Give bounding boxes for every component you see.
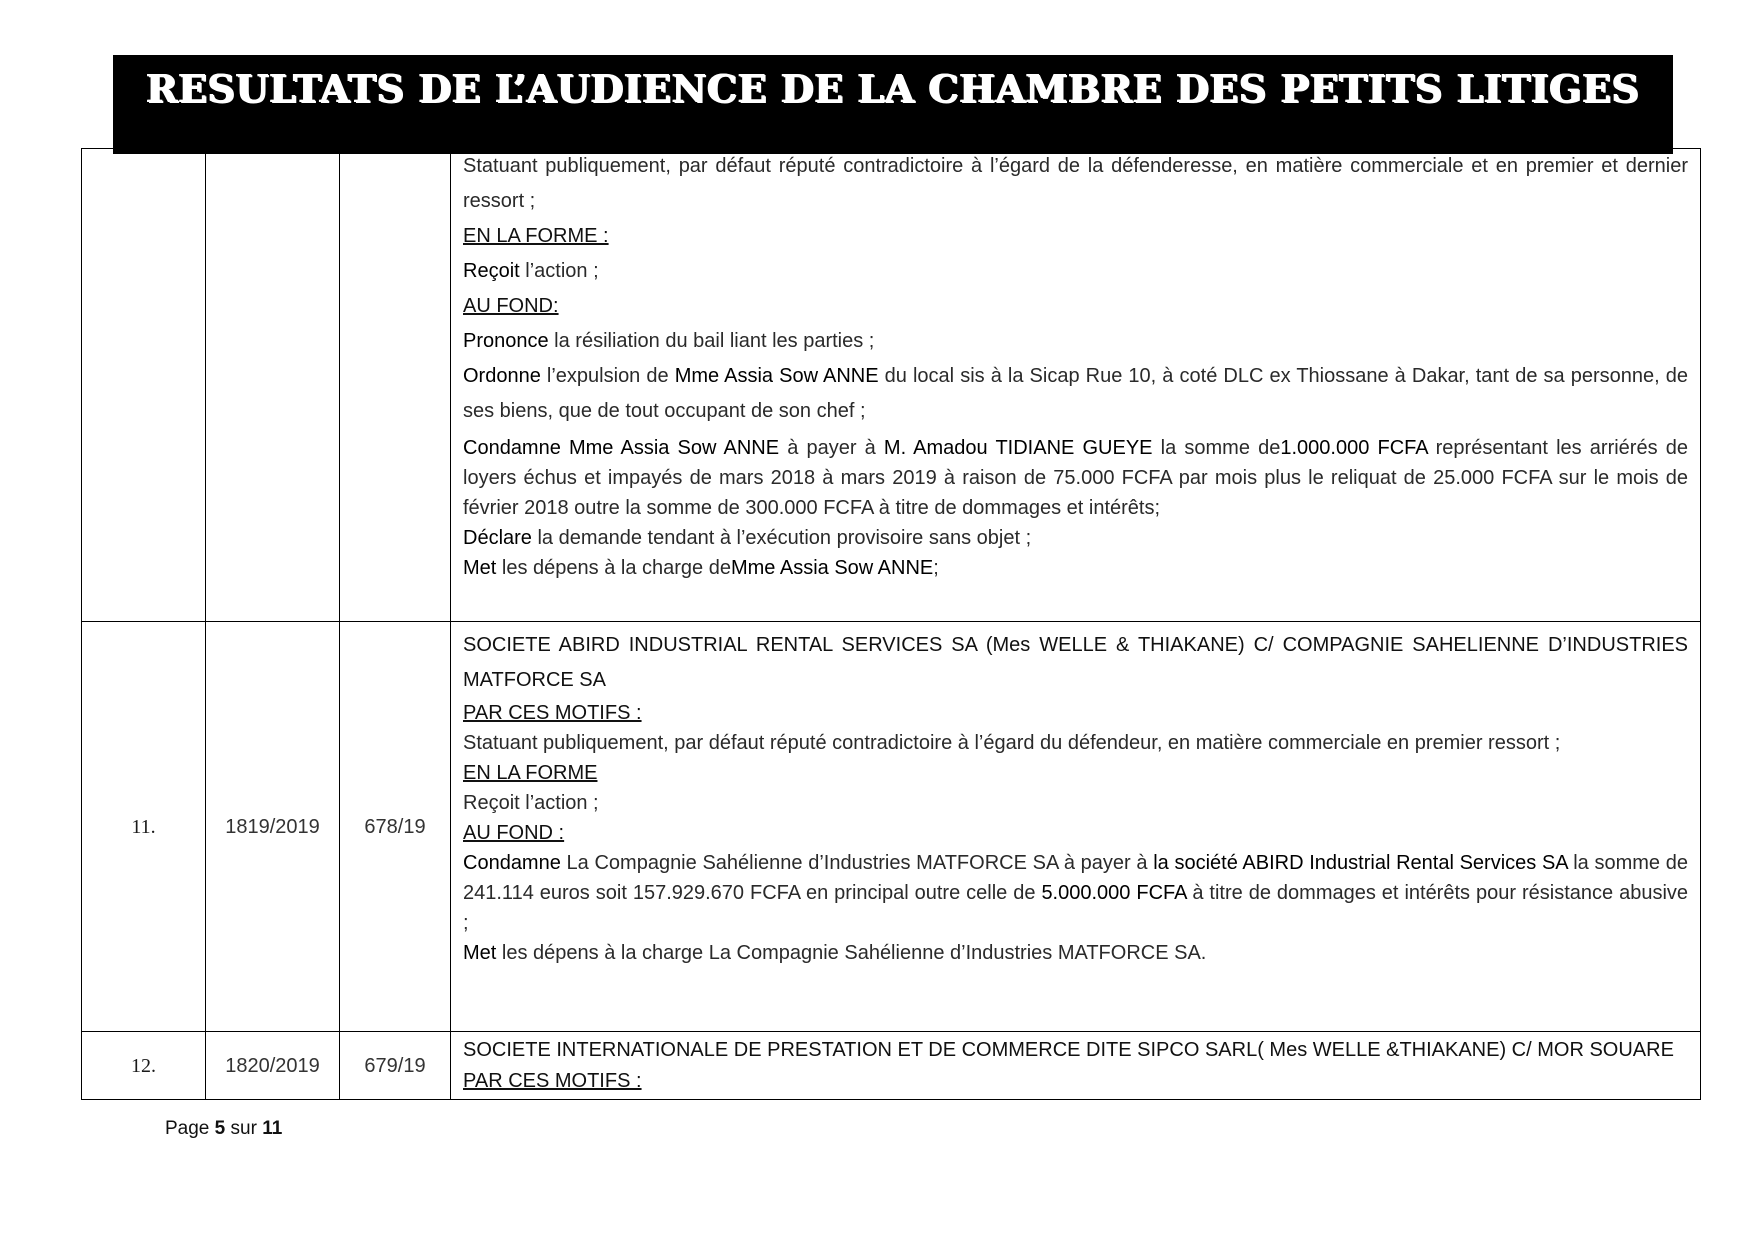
table-row [82,622,1701,1032]
results-table [81,148,1701,1100]
motifs-heading: PAR CES MOTIFS : [463,1070,642,1092]
jg-number: 679/19 [340,1032,451,1100]
ordonne-line: Ordonne l’expulsion de Mme Assia Sow ANNE du local sis à la Sicap Rue 10, à coté DLC ex Thiossane à Dakar, tant de sa personne, de ses biens, que de tout occupant de son chef ; [463,365,1688,422]
condamne-line: Condamne La Compagnie Sahélienne d’Industries MATFORCE SA à payer à la société ABIRD Industrial Rental Services SA la somme de 241.114 euros soit 157.929.670 FCFA en principal outre celle de 5.000.000 FCFA à titre de dommages et intérêts pour résistance abusive ; [463,852,1689,934]
parties: SOCIETE ABIRD INDUSTRIAL RENTAL SERVICES SA (Mes WELLE & THIAKANE) C/ COMPAGNIE SAHELIENNE D’INDUSTRIES MATFORCE SA [463,634,1688,691]
motifs-heading: PAR CES MOTIFS : [463,702,642,724]
row-number: 12. [82,1032,206,1100]
rg-cell [206,149,340,622]
decision-cell [451,149,1701,622]
page-title: RESULTATS DE L’AUDIENCE DE LA CHAMBRE DES PETITS LITIGES [146,66,1640,111]
page-footer [165,1118,282,1140]
table-row [82,1032,1701,1100]
condamne-line: Condamne Mme Assia Sow ANNE à payer à M. Amadou TIDIANE GUEYE la somme de1.000.000 FCFA représentant les arriérés de loyers échus et impayés de mars 2018 à mars 2019 à raison de 75.000 FCFA par mois plus le reliquat de 25.000 FCFA sur le mois de février 2018 outre la somme de 300.000 FCFA à titre de dommages et intérêts; [463,437,1688,519]
rg-number: 1820/2019 [206,1032,340,1100]
num-cell [82,149,206,622]
jg-cell [340,149,451,622]
recoit-line: Reçoit l’action ; [463,260,599,282]
recoit-line: Reçoit l’action ; [463,792,599,814]
parties: SOCIETE INTERNATIONALE DE PRESTATION ET DE COMMERCE DITE SIPCO SARL( Mes WELLE &THIAKANE) C/ MOR SOUARE [463,1039,1674,1061]
declare-line: Déclare la demande tendant à l’exécution provisoire sans objet ; [463,527,1032,549]
row-number: 11. [82,622,206,1032]
decision-intro: Statuant publiquement, par défaut réputé contradictoire à l’égard de la défenderesse, en matière commerciale et en premier et dernier ressort ; [463,155,1688,212]
decision-cell [451,622,1701,1032]
prononce-line: Prononce la résiliation du bail liant les parties ; [463,330,875,352]
decision-intro: Statuant publiquement, par défaut réputé contradictoire à l’égard du défendeur, en matière commerciale en premier ressort ; [463,732,1561,754]
decision-cell [451,1032,1701,1100]
forme-heading: EN LA FORME : [463,225,609,247]
met-line: Met les dépens à la charge La Compagnie Sahélienne d’Industries MATFORCE SA. [463,942,1207,964]
page-word: Page [165,1118,210,1139]
fond-heading: AU FOND: [463,295,559,317]
page-total: 11 [262,1118,283,1139]
page-number: 5 [214,1118,226,1139]
sur-word: sur [230,1118,257,1139]
forme-heading: EN LA FORME [463,762,598,784]
met-line: Met les dépens à la charge deMme Assia Sow ANNE; [463,557,939,579]
fond-heading: AU FOND : [463,822,565,844]
page-title-banner [113,55,1673,154]
jg-number: 678/19 [340,622,451,1032]
table-row-continued [82,149,1701,622]
rg-number: 1819/2019 [206,622,340,1032]
